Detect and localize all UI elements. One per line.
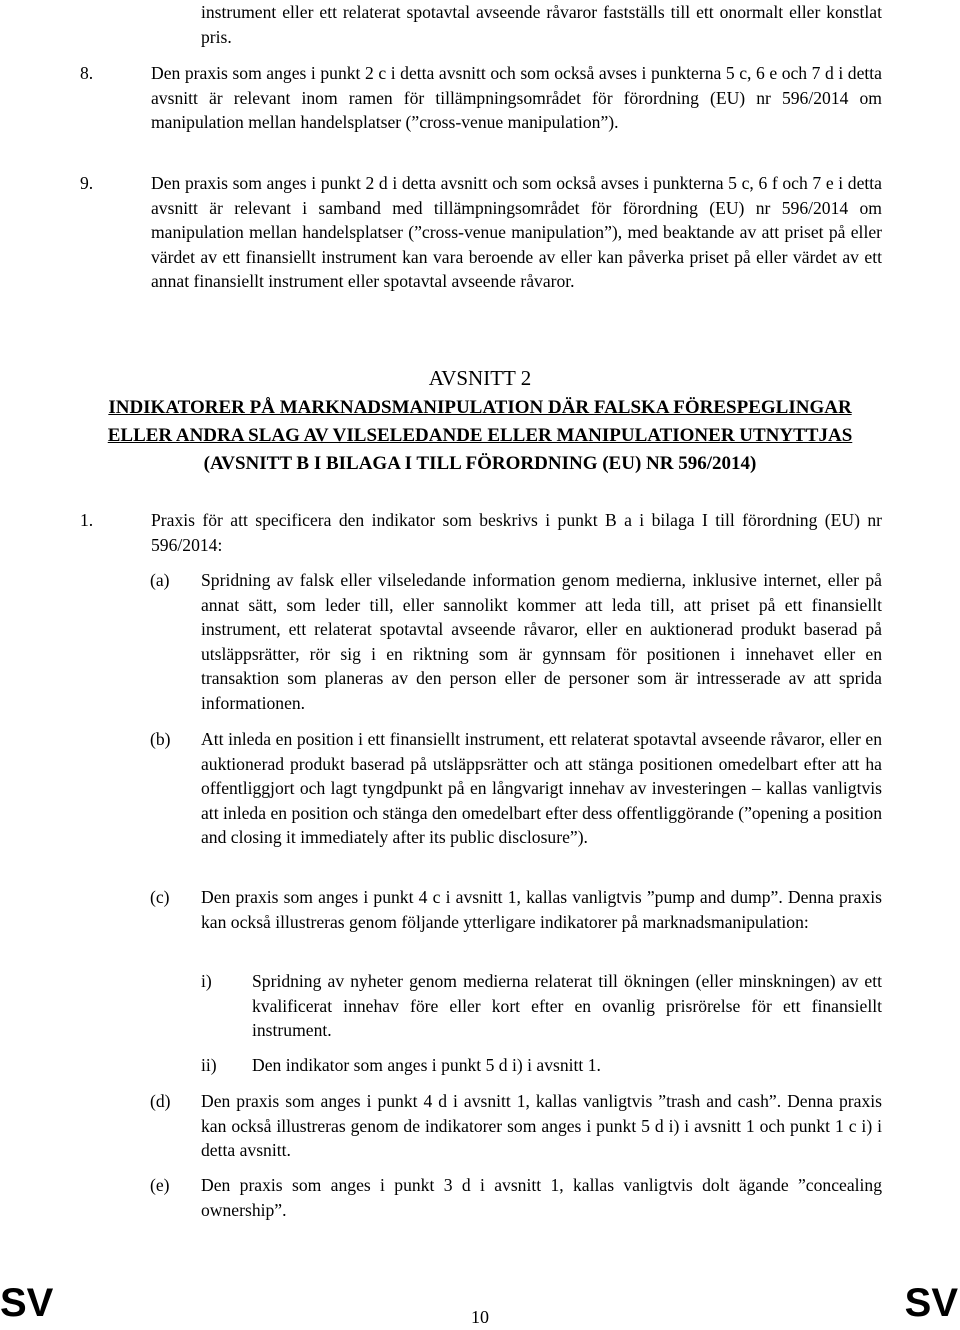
paragraph-text: Den praxis som anges i punkt 2 d i detta avsnitt och som också avses i punkterna 5 c, 6 f och 7 e i detta avsnitt är relevant i samband med tillämpningsområdet för förordning (EU) nr 596/2014 om manipulation mellan handelsplatser (”cross-venue manipulation”), med beaktande av att priset på eller värdet av ett finansiellt instrument kan vara beroende av eller kan påverka priset på eller värdet av ett annat finansiellt instrument eller spotavtal avseende råvaror.: [151, 173, 882, 292]
paragraph-text: Den praxis som anges i punkt 2 c i detta avsnitt och som också avses i punkterna 5 c, 6 e och 7 d i detta avsnitt är relevant inom ramen för tillämpningsområdet för förordning (EU) nr 596/2014 om manipulation mellan handelsplatser (”cross-venue manipulation”).: [151, 63, 882, 133]
list-item-label: (e): [150, 1175, 170, 1195]
list-item-text: Den praxis som anges i punkt 4 c i avsnitt 1, kallas vanligtvis ”pump and dump”. Denna praxis kan också illustreras genom följande ytterligare indikatorer på marknadsmanipulation:: [201, 887, 882, 932]
paragraph-number: 1.: [80, 510, 94, 530]
footer-language-code-left: SV: [0, 1281, 54, 1325]
list-item-label: (c): [150, 887, 170, 907]
section-heading-line: INDIKATORER PÅ MARKNADSMANIPULATION DÄR FALSKA FÖRESPEGLINGAR: [108, 397, 852, 418]
footer-language-code-right: SV: [904, 1281, 958, 1325]
list-item-label: (d): [150, 1091, 171, 1111]
sublist-item-text: Den indikator som anges i punkt 5 d i) i avsnitt 1.: [252, 1055, 601, 1075]
continuation-text: instrument eller ett relaterat spotavtal avseende råvaror fastställs till ett onormalt eller konstlat pris.: [201, 2, 882, 47]
list-item-text: Att inleda en position i ett finansiellt instrument, ett relaterat spotavtal avseende råvaror, eller en auktionerad produkt baserad på utsläppsrätter och att stänga positionen omedelbart efter att ha offentliggjort och lagt tyngdpunkt på en långvarigt innehav av investeringen – kallas vanligtvis att inleda en position och stänga den omedelbart efter dess offentliggörande (”opening a position and closing it immediately after its public disclosure”).: [201, 729, 882, 848]
list-item-label: (a): [150, 570, 170, 590]
paragraph-number: 8.: [80, 63, 94, 83]
paragraph-number: 9.: [80, 173, 94, 193]
sublist-item-text: Spridning av nyheter genom medierna relaterat till ökningen (eller minskningen) av ett kvalificerat innehav före eller kort efter en ovanlig prisrörelse för ett finansiellt instrument.: [252, 971, 882, 1041]
sublist-item-label: i): [201, 971, 212, 991]
list-item-text: Spridning av falsk eller vilseledande information genom medierna, inklusive internet, eller på annat sätt, som leder till, eller sannolikt kommer att leda till, att priset på ett finansiellt instrument, ett relaterat spotavtal avseende råvaror, eller en auktionerad produkt baserad på utsläppsrätter, rör sig i en riktning som är gynnsam för positionen i innehavet eller en transaktion som planeras av den person eller de personer som är intresserade av att sprida informationen.: [201, 570, 882, 713]
paragraph-text: Praxis för att specificera den indikator som beskrivs i punkt B a i bilaga I till förordning (EU) nr 596/2014:: [151, 510, 882, 555]
page-number: 10: [471, 1307, 489, 1327]
list-item-text: Den praxis som anges i punkt 4 d i avsnitt 1, kallas vanligtvis ”trash and cash”. Denna praxis kan också illustreras genom de indikatorer som anges i punkt 5 d i) i avsnitt 1 och punkt 1 c i) i detta avsnitt.: [201, 1091, 882, 1161]
list-item-label: (b): [150, 729, 171, 749]
section-title: AVSNITT 2: [428, 366, 532, 390]
section-heading-line: (AVSNITT B I BILAGA I TILL FÖRORDNING (EU) NR 596/2014): [203, 453, 757, 474]
list-item-text: Den praxis som anges i punkt 3 d i avsnitt 1, kallas vanligtvis dolt ägande ”concealing ownership”.: [201, 1175, 882, 1220]
section-heading-line: ELLER ANDRA SLAG AV VILSELEDANDE ELLER MANIPULATIONER UTNYTTJAS: [107, 425, 853, 446]
sublist-item-label: ii): [201, 1055, 217, 1075]
